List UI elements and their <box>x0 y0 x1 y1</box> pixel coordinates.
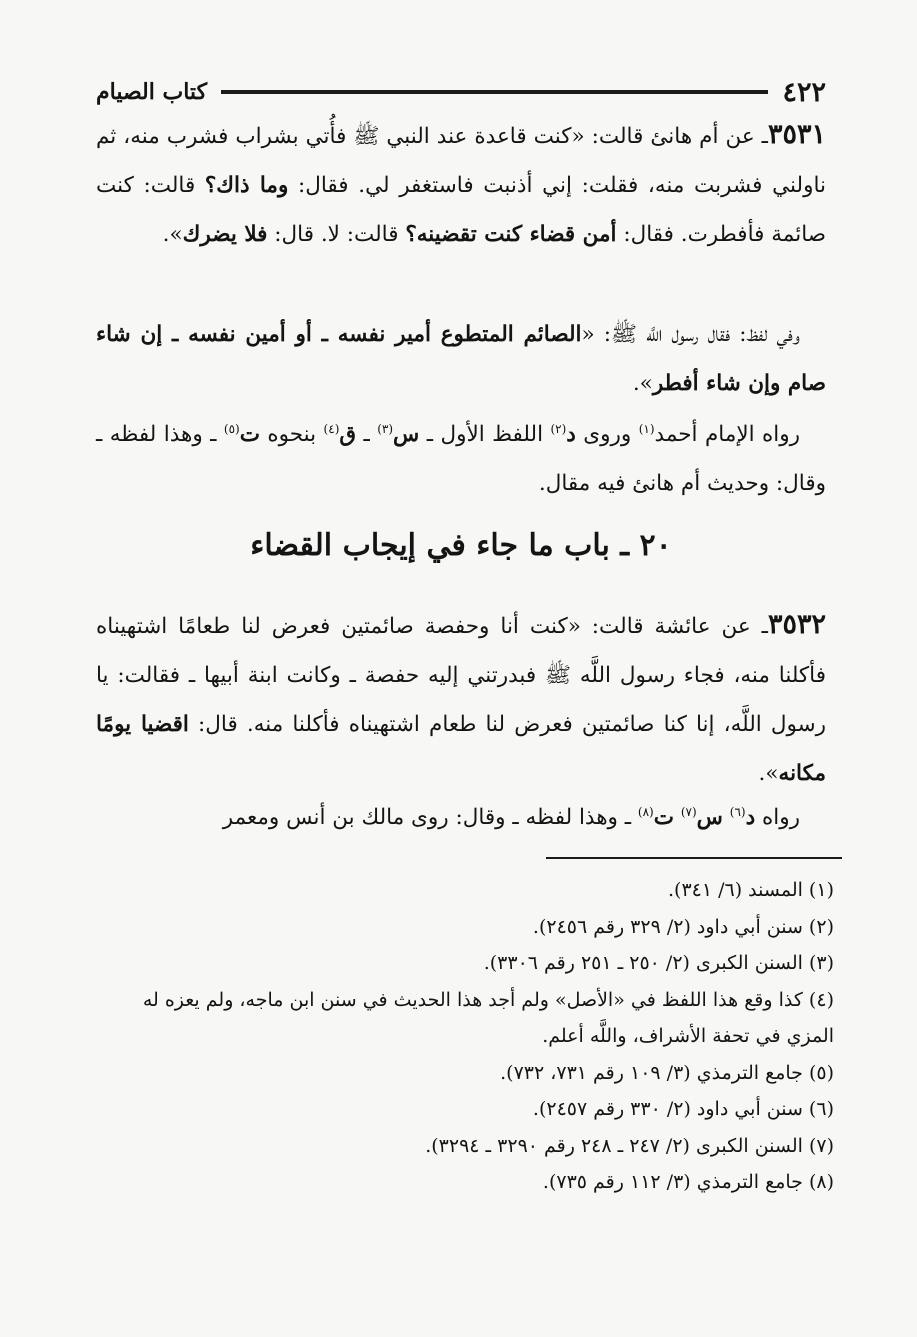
source-symbol: س <box>393 422 420 447</box>
footnote-item: (٦) سنن أبي داود (٢/ ٣٣٠ رقم ٢٤٥٧). <box>532 1098 834 1120</box>
hadith-3531 <box>96 110 826 259</box>
source-symbol: ت <box>653 805 674 830</box>
page-header <box>96 72 826 112</box>
hadith-text: ـ عن عائشة قالت: «كنت أنا وحفصة صائمتين فعرض لنا طعامًا اشتهيناه فأكلنا منه، فجاء رسول اللَّه ﷺ فبدرتني إليه حفصة ـ وكانت ابنة أبيها ـ فقالت: يا رسول اللَّه، إنا كنا صائمتين فعرض لنا طعام اشتهيناه فأكلنا منه. قال: <box>96 614 826 737</box>
footnote-ref[interactable]: (٢) <box>550 421 567 436</box>
hadith-text: قالت: لا. قال: <box>267 222 406 247</box>
footnote-ref[interactable]: (٤) <box>323 421 340 436</box>
source-text: وروى <box>575 422 639 447</box>
hadith-text: قالت: كنت صائمة فأفطرت. فقال: <box>96 173 826 247</box>
hadith-bold: فلا يضرك <box>182 222 268 247</box>
hadith-3531-variant <box>96 310 826 408</box>
footnote-item: (٢) سنن أبي داود (٢/ ٣٢٩ رقم ٢٤٥٦). <box>532 915 834 938</box>
source-symbol: ت <box>239 422 260 447</box>
footnotes-list <box>96 872 856 1201</box>
chapter-heading: ٢٠ ـ باب ما جاء في إيجاب القضاء <box>250 528 672 563</box>
page-number: ٤٢٢ <box>782 76 826 108</box>
source-text: ـ <box>356 422 378 447</box>
hadith-3532 <box>96 600 826 798</box>
footnote-item: (١) المسند (٦/ ٣٤١). <box>667 879 834 901</box>
source-symbol: د <box>745 805 756 830</box>
footnote-ref[interactable]: (٧) <box>680 804 697 819</box>
source-text: اللفظ الأول ـ <box>419 422 551 447</box>
hadith-text: ». <box>758 761 779 786</box>
footnote-item: (٧) السنن الكبرى (٢/ ٢٤٧ ـ ٢٤٨ رقم ٣٢٩٠ ـ ٣٢٩٤). <box>425 1134 834 1157</box>
hadith-text: ». <box>162 222 183 247</box>
source-text: رواه الإمام أحمد <box>654 422 800 447</box>
footnote-ref[interactable]: (٥) <box>223 421 240 436</box>
header-rule <box>221 90 768 94</box>
source-text: ـ وهذا لفظه ـ وقال: روى مالك بن أنس ومعمر <box>222 805 638 830</box>
variant-text: ». <box>632 371 653 396</box>
source-text: ـ وهذا لفظه ـ وقال: وحديث أم هانئ فيه مقال. <box>96 422 826 496</box>
footnote-item: (٨) جامع الترمذي (٣/ ١١٢ رقم ٧٣٥). <box>542 1171 834 1193</box>
hadith-number: ٣٥٣٢ <box>767 609 826 640</box>
footnote-item: (٤) كذا وقع هذا اللفظ في «الأصل» ولم أجد هذا الحديث في سنن ابن ماجه، ولم يعزه له المزي في تحفة الأشراف، واللَّه أعلم. <box>142 988 834 1047</box>
hadith-3532-sources <box>96 793 826 842</box>
footnote-ref[interactable]: (٨) <box>637 804 654 819</box>
source-symbol: س <box>696 805 723 830</box>
hadith-bold: أمن قضاء كنت تقضينه؟ <box>405 222 617 247</box>
footnote-ref[interactable]: (٦) <box>729 804 746 819</box>
variant-text: وفي لفظ: فقال رسول اللَّه ﷺ: « <box>581 322 800 347</box>
footnote-ref[interactable]: (٣) <box>377 421 394 436</box>
hadith-bold: وما ذاك؟ <box>204 173 289 198</box>
hadith-number: ٣٥٣١ <box>767 119 826 150</box>
source-text: بنحوه <box>259 422 324 447</box>
hadith-3531-sources <box>96 410 826 508</box>
source-symbol: ق <box>339 422 357 447</box>
footnote-item: (٣) السنن الكبرى (٢/ ٢٥٠ ـ ٢٥١ رقم ٣٣٠٦). <box>483 952 834 974</box>
footnote-separator <box>546 857 842 859</box>
book-title: كتاب الصيام <box>96 79 208 105</box>
variant-bold: الصائم المتطوع أمير نفسه ـ أو أمين نفسه ـ إن شاء صام وإن شاء أفطر <box>96 322 826 396</box>
footnote-item: (٥) جامع الترمذي (٣/ ١٠٩ رقم ٧٣١، ٧٣٢). <box>500 1061 834 1084</box>
footnote-ref[interactable]: (١) <box>638 421 655 436</box>
source-symbol: د <box>566 422 576 447</box>
hadith-text: ـ عن أم هانئ قالت: «كنت قاعدة عند النبي ﷺ فأُتي بشراب فشرب منه، ثم ناولني فشربت منه، فقلت: إني أذنبت فاستغفر لي. فقال: <box>96 124 826 198</box>
source-text: رواه <box>755 805 800 830</box>
hadith-bold: اقضيا يومًا مكانه <box>96 712 826 786</box>
